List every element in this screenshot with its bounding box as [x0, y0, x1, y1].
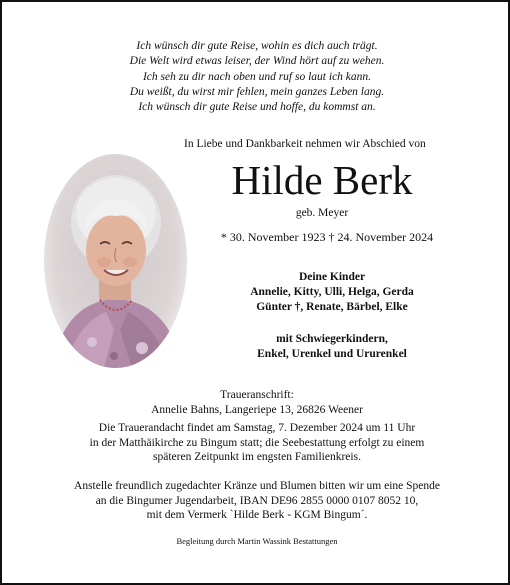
ceremony-line: Die Trauerandacht findet am Samstag, 7. Dezember 2024 um 11 Uhr [98, 422, 416, 434]
children-block [192, 270, 472, 315]
extended-family-line: Enkel, Urenkel und Ururenkel [257, 348, 407, 360]
farewell-intro: In Liebe und Dankbarkeit nehmen wir Abschied von [184, 138, 426, 150]
portrait-photo [44, 154, 187, 368]
poem-line: Du weißt, du wirst mir fehlen, mein ganzes Leben lang. [129, 85, 385, 98]
poem-line: Ich wünsch dir gute Reise, wohin es dich auch trägt. [136, 40, 378, 52]
undertaker-credit: Begleitung durch Martin Wassink Bestattungen [176, 536, 338, 546]
address-line: Annelie Bahns, Langeriepe 13, 26826 Weener [151, 403, 363, 416]
donation-line: mit dem Vermerk `Hilde Berk - KGM Bingum´. [146, 509, 368, 521]
children-names: Günter †, Renate, Bärbel, Elke [256, 301, 408, 313]
poem [2, 39, 510, 115]
extended-family-block [192, 332, 472, 362]
address-label: Traueranschrift: [220, 389, 294, 401]
donation-request [2, 479, 510, 523]
mourning-address [2, 388, 510, 417]
donation-line: Anstelle freundlich zugedachter Kränze und Blumen bitten wir um eine Spende [74, 480, 440, 492]
life-dates: * 30. November 1923 † 24. November 2024 [220, 230, 434, 244]
deceased-name: Hilde Berk [231, 157, 413, 203]
poem-line: Ich seh zu dir nach oben und ruf so laut ich kann. [142, 70, 372, 83]
children-heading: Deine Kinder [298, 271, 366, 283]
children-names: Annelie, Kitty, Ulli, Helga, Gerda [250, 286, 414, 298]
donation-line: an die Bingumer Jugendarbeit, IBAN DE96 2855 0000 0107 8052 10, [95, 494, 419, 507]
poem-line: Ich wünsch dir gute Reise und hoffe, du kommst an. [138, 101, 376, 114]
ceremony-line: späteren Zeitpunkt im engsten Familienkreis. [153, 451, 361, 463]
ceremony-info [2, 421, 510, 465]
ceremony-line: in der Matthäikirche zu Bingum statt; die Seebestattung erfolgt zu einem [89, 436, 425, 449]
extended-family-line: mit Schwiegerkindern, [276, 333, 388, 345]
poem-line: Die Welt wird etwas leiser, der Wind hört auf zu wehen. [129, 55, 385, 68]
maiden-name: geb. Meyer [295, 207, 349, 219]
